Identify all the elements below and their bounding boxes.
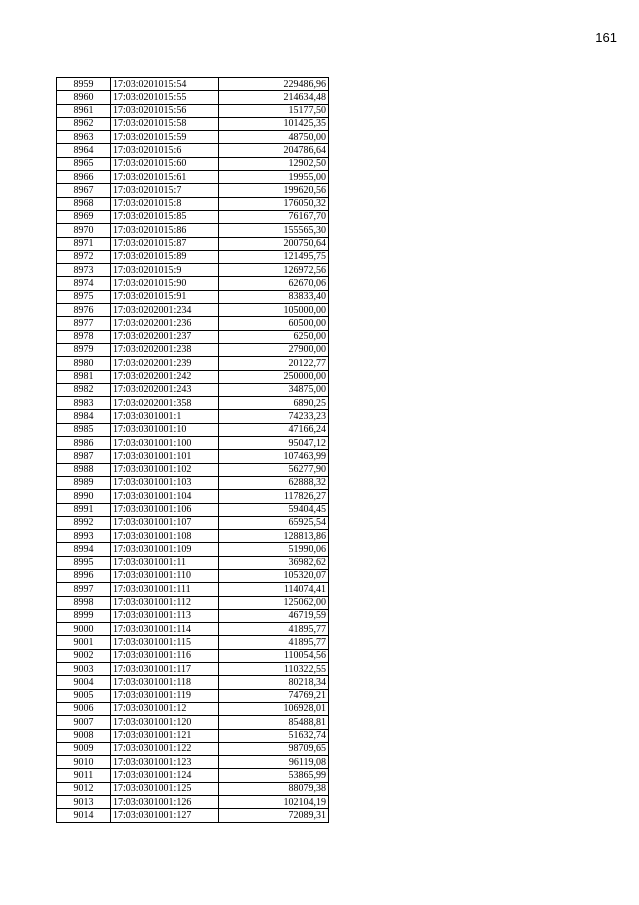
value-cell: 20122,77 (219, 357, 329, 370)
row-number-cell: 8991 (57, 503, 111, 516)
value-cell: 19955,00 (219, 171, 329, 184)
row-number-cell: 8975 (57, 290, 111, 303)
value-cell: 96119,08 (219, 756, 329, 769)
cadastral-number-cell: 17:03:0201015:61 (111, 171, 219, 184)
row-number-cell: 8982 (57, 383, 111, 396)
row-number-cell: 8963 (57, 131, 111, 144)
cadastral-number-cell: 17:03:0201015:59 (111, 131, 219, 144)
row-number-cell: 8983 (57, 397, 111, 410)
value-cell: 110054,56 (219, 649, 329, 662)
table-row (57, 623, 329, 636)
table-row (57, 423, 329, 436)
page-number: 161 (595, 30, 617, 45)
row-number-cell: 8964 (57, 144, 111, 157)
value-cell: 125062,00 (219, 596, 329, 609)
cadastral-number-cell: 17:03:0301001:109 (111, 543, 219, 556)
cadastral-number-cell: 17:03:0201015:55 (111, 91, 219, 104)
value-cell: 62888,32 (219, 476, 329, 489)
cadastral-number-cell: 17:03:0202001:234 (111, 304, 219, 317)
cadastral-number-cell: 17:03:0301001:101 (111, 450, 219, 463)
row-number-cell: 8990 (57, 490, 111, 503)
table-row (57, 450, 329, 463)
value-cell: 34875,00 (219, 383, 329, 396)
value-cell: 60500,00 (219, 317, 329, 330)
value-cell: 121495,75 (219, 250, 329, 263)
cadastral-number-cell: 17:03:0301001:116 (111, 649, 219, 662)
row-number-cell: 8981 (57, 370, 111, 383)
table-row (57, 809, 329, 822)
value-cell: 15177,50 (219, 104, 329, 117)
row-number-cell: 9002 (57, 649, 111, 662)
cadastral-number-cell: 17:03:0301001:113 (111, 609, 219, 622)
value-cell: 65925,54 (219, 516, 329, 529)
table-row (57, 357, 329, 370)
cadastral-number-cell: 17:03:0201015:86 (111, 224, 219, 237)
table-row (57, 317, 329, 330)
value-cell: 41895,77 (219, 623, 329, 636)
table-row (57, 596, 329, 609)
cadastral-number-cell: 17:03:0301001:114 (111, 623, 219, 636)
table-row (57, 503, 329, 516)
cadastral-number-cell: 17:03:0201015:87 (111, 237, 219, 250)
cadastral-number-cell: 17:03:0301001:11 (111, 556, 219, 569)
cadastral-number-cell: 17:03:0301001:108 (111, 530, 219, 543)
table-row (57, 330, 329, 343)
cadastral-number-cell: 17:03:0201015:91 (111, 290, 219, 303)
cadastral-number-cell: 17:03:0301001:117 (111, 663, 219, 676)
row-number-cell: 8974 (57, 277, 111, 290)
row-number-cell: 8970 (57, 224, 111, 237)
value-cell: 106928,01 (219, 702, 329, 715)
table-row (57, 117, 329, 130)
table-row (57, 131, 329, 144)
value-cell: 110322,55 (219, 663, 329, 676)
row-number-cell: 9009 (57, 742, 111, 755)
table-row (57, 676, 329, 689)
table-row (57, 769, 329, 782)
row-number-cell: 8966 (57, 171, 111, 184)
table-row (57, 516, 329, 529)
value-cell: 114074,41 (219, 583, 329, 596)
value-cell: 102104,19 (219, 796, 329, 809)
row-number-cell: 8960 (57, 91, 111, 104)
cadastral-number-cell: 17:03:0202001:243 (111, 383, 219, 396)
row-number-cell: 9011 (57, 769, 111, 782)
table-row (57, 197, 329, 210)
table-row (57, 290, 329, 303)
cadastral-value-table (56, 77, 329, 823)
cadastral-number-cell: 17:03:0201015:90 (111, 277, 219, 290)
row-number-cell: 8959 (57, 78, 111, 91)
cadastral-number-cell: 17:03:0301001:124 (111, 769, 219, 782)
table-row (57, 210, 329, 223)
value-cell: 155565,30 (219, 224, 329, 237)
row-number-cell: 8999 (57, 609, 111, 622)
row-number-cell: 9005 (57, 689, 111, 702)
cadastral-number-cell: 17:03:0201015:60 (111, 157, 219, 170)
value-cell: 46719,59 (219, 609, 329, 622)
table-row (57, 304, 329, 317)
value-cell: 107463,99 (219, 450, 329, 463)
table-row (57, 756, 329, 769)
value-cell: 51990,06 (219, 543, 329, 556)
value-cell: 6250,00 (219, 330, 329, 343)
cadastral-number-cell: 17:03:0201015:56 (111, 104, 219, 117)
value-cell: 41895,77 (219, 636, 329, 649)
row-number-cell: 9003 (57, 663, 111, 676)
row-number-cell: 8979 (57, 343, 111, 356)
table-row (57, 490, 329, 503)
row-number-cell: 8973 (57, 264, 111, 277)
cadastral-number-cell: 17:03:0301001:122 (111, 742, 219, 755)
cadastral-number-cell: 17:03:0201015:85 (111, 210, 219, 223)
row-number-cell: 8977 (57, 317, 111, 330)
table-row (57, 716, 329, 729)
table-row (57, 583, 329, 596)
row-number-cell: 9001 (57, 636, 111, 649)
row-number-cell: 8965 (57, 157, 111, 170)
table-row (57, 410, 329, 423)
cadastral-number-cell: 17:03:0301001:115 (111, 636, 219, 649)
value-cell: 214634,48 (219, 91, 329, 104)
row-number-cell: 8986 (57, 437, 111, 450)
value-cell: 105320,07 (219, 569, 329, 582)
cadastral-number-cell: 17:03:0301001:106 (111, 503, 219, 516)
value-cell: 85488,81 (219, 716, 329, 729)
table-row (57, 796, 329, 809)
value-cell: 199620,56 (219, 184, 329, 197)
row-number-cell: 9004 (57, 676, 111, 689)
table-body (57, 78, 329, 823)
row-number-cell: 8984 (57, 410, 111, 423)
table-row (57, 157, 329, 170)
cadastral-number-cell: 17:03:0301001:100 (111, 437, 219, 450)
value-cell: 59404,45 (219, 503, 329, 516)
table-row (57, 782, 329, 795)
value-cell: 95047,12 (219, 437, 329, 450)
value-cell: 229486,96 (219, 78, 329, 91)
cadastral-number-cell: 17:03:0301001:123 (111, 756, 219, 769)
row-number-cell: 8978 (57, 330, 111, 343)
row-number-cell: 9008 (57, 729, 111, 742)
cadastral-number-cell: 17:03:0301001:119 (111, 689, 219, 702)
value-cell: 56277,90 (219, 463, 329, 476)
table-row (57, 104, 329, 117)
cadastral-number-cell: 17:03:0202001:236 (111, 317, 219, 330)
row-number-cell: 8980 (57, 357, 111, 370)
cadastral-number-cell: 17:03:0202001:242 (111, 370, 219, 383)
value-cell: 53865,99 (219, 769, 329, 782)
value-cell: 200750,64 (219, 237, 329, 250)
value-cell: 204786,64 (219, 144, 329, 157)
table-row (57, 543, 329, 556)
row-number-cell: 9000 (57, 623, 111, 636)
cadastral-number-cell: 17:03:0301001:120 (111, 716, 219, 729)
table-row (57, 383, 329, 396)
cadastral-number-cell: 17:03:0301001:112 (111, 596, 219, 609)
table-row (57, 689, 329, 702)
table-row (57, 663, 329, 676)
row-number-cell: 8996 (57, 569, 111, 582)
table-row (57, 237, 329, 250)
table-row (57, 729, 329, 742)
cadastral-number-cell: 17:03:0301001:127 (111, 809, 219, 822)
row-number-cell: 8997 (57, 583, 111, 596)
table-row (57, 702, 329, 715)
table-row (57, 556, 329, 569)
row-number-cell: 8992 (57, 516, 111, 529)
table-row (57, 91, 329, 104)
value-cell: 83833,40 (219, 290, 329, 303)
cadastral-number-cell: 17:03:0201015:54 (111, 78, 219, 91)
table-row (57, 397, 329, 410)
value-cell: 6890,25 (219, 397, 329, 410)
cadastral-number-cell: 17:03:0202001:238 (111, 343, 219, 356)
cadastral-number-cell: 17:03:0301001:110 (111, 569, 219, 582)
table-row (57, 569, 329, 582)
row-number-cell: 9014 (57, 809, 111, 822)
table-row (57, 437, 329, 450)
row-number-cell: 8988 (57, 463, 111, 476)
table-row (57, 636, 329, 649)
cadastral-number-cell: 17:03:0301001:1 (111, 410, 219, 423)
cadastral-number-cell: 17:03:0201015:89 (111, 250, 219, 263)
value-cell: 48750,00 (219, 131, 329, 144)
value-cell: 72089,31 (219, 809, 329, 822)
value-cell: 74769,21 (219, 689, 329, 702)
row-number-cell: 8969 (57, 210, 111, 223)
cadastral-number-cell: 17:03:0202001:237 (111, 330, 219, 343)
value-cell: 128813,86 (219, 530, 329, 543)
table-row (57, 649, 329, 662)
row-number-cell: 9010 (57, 756, 111, 769)
value-cell: 80218,34 (219, 676, 329, 689)
value-cell: 105000,00 (219, 304, 329, 317)
value-cell: 250000,00 (219, 370, 329, 383)
value-cell: 126972,56 (219, 264, 329, 277)
value-cell: 101425,35 (219, 117, 329, 130)
cadastral-number-cell: 17:03:0202001:358 (111, 397, 219, 410)
row-number-cell: 8993 (57, 530, 111, 543)
table-row (57, 250, 329, 263)
value-cell: 36982,62 (219, 556, 329, 569)
table-row (57, 264, 329, 277)
value-cell: 12902,50 (219, 157, 329, 170)
cadastral-number-cell: 17:03:0202001:239 (111, 357, 219, 370)
row-number-cell: 9007 (57, 716, 111, 729)
row-number-cell: 8972 (57, 250, 111, 263)
table-row (57, 184, 329, 197)
table-row (57, 78, 329, 91)
cadastral-number-cell: 17:03:0301001:126 (111, 796, 219, 809)
table-row (57, 144, 329, 157)
row-number-cell: 8968 (57, 197, 111, 210)
value-cell: 76167,70 (219, 210, 329, 223)
cadastral-number-cell: 17:03:0201015:9 (111, 264, 219, 277)
cadastral-number-cell: 17:03:0201015:7 (111, 184, 219, 197)
table-row (57, 476, 329, 489)
row-number-cell: 8994 (57, 543, 111, 556)
cadastral-number-cell: 17:03:0301001:103 (111, 476, 219, 489)
value-cell: 117826,27 (219, 490, 329, 503)
cadastral-number-cell: 17:03:0301001:10 (111, 423, 219, 436)
row-number-cell: 8985 (57, 423, 111, 436)
table-row (57, 530, 329, 543)
cadastral-number-cell: 17:03:0301001:118 (111, 676, 219, 689)
table-row (57, 277, 329, 290)
value-cell: 62670,06 (219, 277, 329, 290)
value-cell: 51632,74 (219, 729, 329, 742)
cadastral-number-cell: 17:03:0301001:111 (111, 583, 219, 596)
row-number-cell: 9012 (57, 782, 111, 795)
value-cell: 47166,24 (219, 423, 329, 436)
row-number-cell: 8989 (57, 476, 111, 489)
value-cell: 176050,32 (219, 197, 329, 210)
value-cell: 98709,65 (219, 742, 329, 755)
cadastral-number-cell: 17:03:0201015:8 (111, 197, 219, 210)
row-number-cell: 8962 (57, 117, 111, 130)
table-row (57, 463, 329, 476)
row-number-cell: 8961 (57, 104, 111, 117)
table-row (57, 171, 329, 184)
cadastral-number-cell: 17:03:0301001:104 (111, 490, 219, 503)
table-row (57, 609, 329, 622)
cadastral-number-cell: 17:03:0301001:121 (111, 729, 219, 742)
row-number-cell: 8998 (57, 596, 111, 609)
row-number-cell: 8987 (57, 450, 111, 463)
table-row (57, 343, 329, 356)
row-number-cell: 8967 (57, 184, 111, 197)
cadastral-number-cell: 17:03:0301001:12 (111, 702, 219, 715)
table-row (57, 224, 329, 237)
cadastral-number-cell: 17:03:0201015:58 (111, 117, 219, 130)
row-number-cell: 8976 (57, 304, 111, 317)
value-cell: 27900,00 (219, 343, 329, 356)
row-number-cell: 8995 (57, 556, 111, 569)
row-number-cell: 9013 (57, 796, 111, 809)
value-cell: 88079,38 (219, 782, 329, 795)
row-number-cell: 9006 (57, 702, 111, 715)
table-row (57, 742, 329, 755)
value-cell: 74233,23 (219, 410, 329, 423)
table-row (57, 370, 329, 383)
row-number-cell: 8971 (57, 237, 111, 250)
cadastral-number-cell: 17:03:0201015:6 (111, 144, 219, 157)
cadastral-number-cell: 17:03:0301001:125 (111, 782, 219, 795)
cadastral-number-cell: 17:03:0301001:107 (111, 516, 219, 529)
cadastral-number-cell: 17:03:0301001:102 (111, 463, 219, 476)
